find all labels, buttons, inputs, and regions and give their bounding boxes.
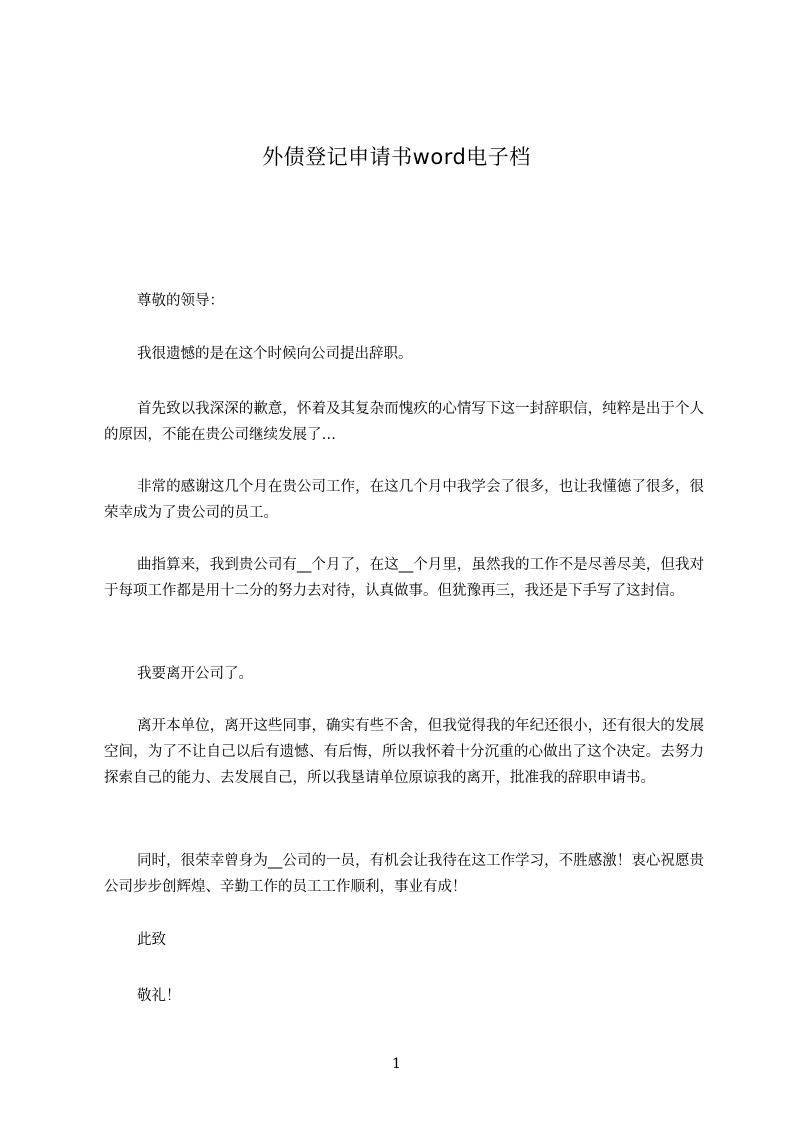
closing-line-2: 敬礼！: [137, 988, 181, 1004]
paragraph-5: 我要离开公司了。: [137, 666, 253, 682]
paragraph-7: 同时，很荣幸曾身为__公司的一员，有机会让我待在这工作学习，不胜感激！衷心祝愿贵公司步步创辉煌、辛勤工作的员工工作顺利，事业有成！: [104, 853, 704, 895]
paragraph-1: 我很遗憾的是在这个时候向公司提出辞职。: [137, 346, 413, 362]
salutation: 尊敬的领导：: [137, 293, 224, 309]
paragraph-3: 非常的感谢这几个月在贵公司工作，在这几个月中我学会了很多，也让我懂德了很多，很荣幸成为了贵公司的员工。: [104, 479, 704, 521]
page-number: 1: [392, 1056, 401, 1072]
paragraph-2: 首先致以我深深的歉意，怀着及其复杂而愧疚的心情写下这一封辞职信，纯粹是出于个人的原因，不能在贵公司继续发展了…: [104, 401, 704, 443]
closing-line-1: 此致: [137, 932, 166, 948]
paragraph-6: 离开本单位，离开这些同事，确实有些不舍，但我觉得我的年纪还很小，还有很大的发展空间，为了不让自己以后有遗憾、有后悔，所以我怀着十分沉重的心做出了这个决定。去努力探索自己的能力、去发展自己，所以我垦请单位原谅我的离开，批准我的辞职申请书。: [104, 718, 704, 786]
document-title: 外债登记申请书word电子档: [262, 145, 531, 169]
paragraph-4: 曲指算来，我到贵公司有__个月了，在这__个月里，虽然我的工作不是尽善尽美，但我对于每项工作都是用十二分的努力去对待，认真做事。但犹豫再三，我还是下手写了这封信。: [104, 557, 704, 599]
